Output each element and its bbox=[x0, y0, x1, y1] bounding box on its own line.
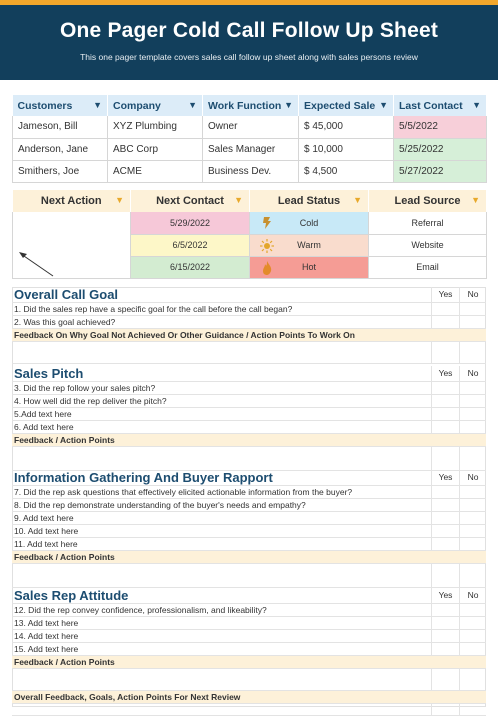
checklist-item: 11. Add text here bbox=[12, 538, 486, 551]
yes-cell[interactable] bbox=[431, 525, 459, 537]
table-row bbox=[13, 138, 487, 160]
column-header-work-function[interactable]: Work Function ▼ bbox=[203, 95, 299, 116]
no-cell[interactable] bbox=[459, 486, 486, 498]
checklist-item: 1. Did the sales rep have a specific goal for the call before the call began? bbox=[12, 303, 486, 316]
filter-dropdown-icon[interactable]: ▼ bbox=[93, 100, 102, 110]
section-title: Sales Rep Attitude Yes No bbox=[12, 588, 486, 604]
yes-cell[interactable] bbox=[431, 538, 459, 550]
cell-last-contact[interactable]: 5/27/2022 bbox=[394, 160, 487, 182]
no-cell[interactable] bbox=[459, 604, 486, 616]
cold-icon bbox=[260, 215, 274, 231]
checklist-item: 10. Add text here bbox=[12, 525, 486, 538]
yes-cell[interactable] bbox=[431, 408, 459, 420]
cell-next-contact[interactable]: 6/15/2022 bbox=[131, 256, 250, 278]
customer-table bbox=[12, 95, 487, 183]
sun-icon bbox=[260, 238, 274, 254]
checklist-item: 6. Add text here bbox=[12, 421, 486, 434]
filter-dropdown-icon[interactable]: ▼ bbox=[472, 100, 481, 110]
checklist-item: 15. Add text here bbox=[12, 643, 486, 656]
yes-cell[interactable] bbox=[431, 316, 459, 328]
customer-table-header bbox=[13, 95, 487, 116]
yes-cell[interactable] bbox=[431, 643, 459, 655]
no-column-label: No bbox=[459, 287, 486, 302]
yes-cell[interactable] bbox=[431, 395, 459, 407]
page-title: One Pager Cold Call Follow Up Sheet bbox=[59, 19, 439, 42]
table-row bbox=[13, 212, 487, 234]
no-cell[interactable] bbox=[459, 617, 486, 629]
feedback-input-area[interactable] bbox=[12, 342, 486, 364]
cell-company[interactable]: XYZ Plumbing bbox=[108, 116, 203, 138]
no-column-label: No bbox=[459, 588, 486, 603]
overall-feedback-input-area[interactable] bbox=[12, 704, 486, 716]
cell-lead-status[interactable] bbox=[250, 212, 369, 234]
column-header-expected-sale[interactable]: Expected Sale ▼ bbox=[299, 95, 394, 116]
feedback-label: Feedback / Action Points bbox=[12, 551, 486, 564]
filter-dropdown-icon[interactable]: ▼ bbox=[234, 195, 243, 205]
next-action-cell[interactable] bbox=[13, 212, 131, 278]
no-column-label: No bbox=[459, 470, 486, 485]
lead-status-label: Cold bbox=[299, 217, 319, 228]
checklist-item: 2. Was this goal achieved? bbox=[12, 316, 486, 329]
cell-last-contact[interactable]: 5/25/2022 bbox=[394, 138, 487, 160]
cell-expected-sale[interactable]: $ 4,500 bbox=[299, 160, 394, 182]
checklist-item: 5.Add text here bbox=[12, 408, 486, 421]
no-cell[interactable] bbox=[459, 303, 486, 315]
feedback-input-area[interactable] bbox=[12, 564, 486, 588]
filter-dropdown-icon[interactable]: ▼ bbox=[115, 195, 124, 205]
arrow-icon bbox=[13, 212, 131, 278]
feedback-label: Feedback On Why Goal Not Achieved Or Other Guidance / Action Points To Work On bbox=[12, 329, 486, 342]
cell-lead-status[interactable] bbox=[250, 256, 369, 278]
cell-expected-sale[interactable]: $ 10,000 bbox=[299, 138, 394, 160]
lead-table-header bbox=[13, 190, 487, 212]
yes-column-label: Yes bbox=[431, 366, 459, 381]
cell-work-function[interactable]: Owner bbox=[203, 116, 299, 138]
section-information-gathering bbox=[12, 470, 486, 588]
checklist-item: 14. Add text here bbox=[12, 630, 486, 643]
column-header-lead-status[interactable]: Lead Status ▼ bbox=[250, 190, 369, 212]
table-row bbox=[13, 116, 487, 138]
yes-cell[interactable] bbox=[431, 630, 459, 642]
yes-column-label: Yes bbox=[431, 287, 459, 302]
cell-expected-sale[interactable]: $ 45,000 bbox=[299, 116, 394, 138]
cell-last-contact[interactable]: 5/5/2022 bbox=[394, 116, 487, 138]
section-title: Sales Pitch Yes No bbox=[12, 366, 486, 382]
no-cell[interactable] bbox=[459, 630, 486, 642]
section-sales-rep-attitude bbox=[12, 588, 486, 716]
column-header-company[interactable]: Company ▼ bbox=[108, 95, 203, 116]
yes-cell[interactable] bbox=[431, 382, 459, 394]
yes-cell[interactable] bbox=[431, 604, 459, 616]
checklist-item: 8. Did the rep demonstrate understanding of the buyer's needs and empathy? bbox=[12, 499, 486, 512]
cell-lead-source[interactable]: Email bbox=[369, 256, 487, 278]
cell-lead-source[interactable]: Referral bbox=[369, 212, 487, 234]
yes-column-label: Yes bbox=[431, 588, 459, 603]
cell-work-function[interactable]: Sales Manager bbox=[203, 138, 299, 160]
page-header bbox=[0, 5, 498, 80]
filter-dropdown-icon[interactable]: ▼ bbox=[284, 100, 293, 110]
no-cell[interactable] bbox=[459, 512, 486, 524]
overall-feedback-label: Overall Feedback, Goals, Action Points For Next Review bbox=[12, 691, 486, 704]
feedback-label: Feedback / Action Points bbox=[12, 656, 486, 669]
no-cell[interactable] bbox=[459, 316, 486, 328]
table-row bbox=[13, 160, 487, 182]
cell-work-function[interactable]: Business Dev. bbox=[203, 160, 299, 182]
no-cell[interactable] bbox=[459, 538, 486, 550]
checklist-item: 12. Did the rep convey confidence, professionalism, and likeability? bbox=[12, 604, 486, 617]
cell-next-contact[interactable]: 5/29/2022 bbox=[131, 212, 250, 234]
cell-company[interactable]: ACME bbox=[108, 160, 203, 182]
checklist-item: 3. Did the rep follow your sales pitch? bbox=[12, 382, 486, 395]
column-header-lead-source[interactable]: Lead Source ▼ bbox=[369, 190, 487, 212]
column-header-next-contact[interactable]: Next Contact ▼ bbox=[131, 190, 250, 212]
column-header-last-contact[interactable]: Last Contact ▼ bbox=[394, 95, 487, 116]
section-title: Information Gathering And Buyer Rapport Yes No bbox=[12, 470, 486, 486]
checklist-item: 9. Add text here bbox=[12, 512, 486, 525]
section-title: Overall Call Goal Yes No bbox=[12, 287, 486, 303]
checklist-item: 4. How well did the rep deliver the pitch? bbox=[12, 395, 486, 408]
flame-icon bbox=[260, 260, 274, 276]
no-cell[interactable] bbox=[459, 499, 486, 511]
column-header-next-action[interactable]: Next Action ▼ bbox=[13, 190, 131, 212]
checklist-item: 13. Add text here bbox=[12, 617, 486, 630]
yes-cell[interactable] bbox=[431, 617, 459, 629]
no-column-label: No bbox=[459, 366, 486, 381]
filter-dropdown-icon[interactable]: ▼ bbox=[353, 195, 362, 205]
lead-table bbox=[12, 190, 487, 279]
lead-status-label: Warm bbox=[297, 240, 321, 250]
cell-customer[interactable]: Jameson, Bill bbox=[13, 116, 108, 138]
no-cell[interactable] bbox=[459, 643, 486, 655]
filter-dropdown-icon[interactable]: ▼ bbox=[188, 100, 197, 110]
yes-cell[interactable] bbox=[431, 512, 459, 524]
cell-company[interactable]: ABC Corp bbox=[108, 138, 203, 160]
cell-lead-status[interactable] bbox=[250, 234, 369, 256]
no-cell[interactable] bbox=[459, 408, 486, 420]
no-cell[interactable] bbox=[459, 525, 486, 537]
yes-cell[interactable] bbox=[431, 303, 459, 315]
yes-cell[interactable] bbox=[431, 421, 459, 433]
filter-dropdown-icon[interactable]: ▼ bbox=[379, 100, 388, 110]
cell-lead-source[interactable]: Website bbox=[369, 234, 487, 256]
section-sales-pitch bbox=[12, 366, 486, 471]
yes-column-label: Yes bbox=[431, 470, 459, 485]
checklist-item: 7. Did the rep ask questions that effectively elicited actionable information from the buyer? bbox=[12, 486, 486, 499]
no-cell[interactable] bbox=[459, 395, 486, 407]
lead-status-label: Hot bbox=[301, 262, 316, 272]
feedback-label: Feedback / Action Points bbox=[12, 434, 486, 447]
feedback-input-area[interactable] bbox=[12, 447, 486, 471]
cell-customer[interactable]: Anderson, Jane bbox=[13, 138, 108, 160]
no-cell[interactable] bbox=[459, 421, 486, 433]
page-subtitle: This one pager template covers sales call follow up sheet along with sales persons review bbox=[80, 52, 418, 62]
cell-customer[interactable]: Smithers, Joe bbox=[13, 160, 108, 182]
section-overall-call-goal bbox=[12, 287, 486, 364]
yes-cell[interactable] bbox=[431, 499, 459, 511]
no-cell[interactable] bbox=[459, 382, 486, 394]
yes-cell[interactable] bbox=[431, 486, 459, 498]
filter-dropdown-icon[interactable]: ▼ bbox=[471, 195, 480, 205]
feedback-input-area[interactable] bbox=[12, 669, 486, 691]
cell-next-contact[interactable]: 6/5/2022 bbox=[131, 234, 250, 256]
column-header-customers[interactable]: Customers ▼ bbox=[13, 95, 108, 116]
